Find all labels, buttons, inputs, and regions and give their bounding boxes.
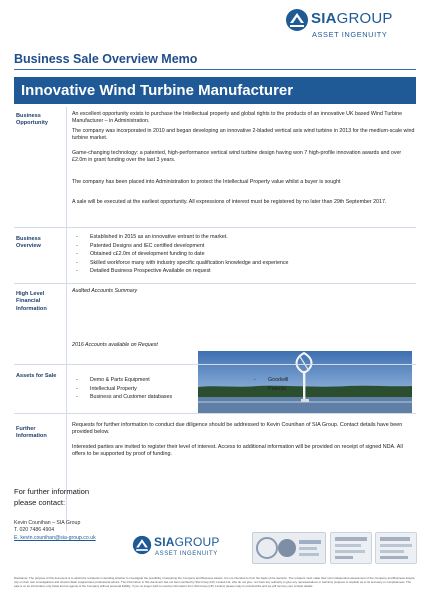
overview-bullet: - Established in 2015 as an innovative entrant to the market.	[76, 234, 228, 240]
overview-bullet-text: Skilled workforce many with industry specific qualification knowledge and experience	[90, 259, 289, 266]
sia-group-logo	[285, 6, 413, 50]
contact-block	[14, 520, 96, 542]
contact-name: Kevin Counihan – SIA Group	[14, 520, 81, 526]
assets-right-list	[254, 376, 288, 393]
assets-left-list	[76, 376, 172, 402]
banner	[14, 77, 416, 104]
brand-light: GROUP	[336, 10, 393, 27]
accounts-note: 2016 Accounts available on Request	[72, 342, 158, 348]
opportunity-paragraph-2: The company was incorporated in 2010 and began developing an innovative 2-bladed vertical axis wind turbine in 2013 for the medium-scale wind turbine market.	[72, 128, 415, 142]
overview-bullet-text: Patented Designs and IEC certified development	[90, 242, 205, 249]
contact-email-link[interactable]: E. kevin.counihan@sia-group.co.uk	[14, 534, 96, 541]
section-divider	[14, 364, 416, 365]
section-divider	[14, 227, 416, 228]
award-badge-icon	[330, 532, 372, 564]
assets-for-sale-label: Assets for Sale	[16, 373, 57, 379]
footer-sia-group-logo	[132, 533, 242, 569]
overview-bullet: - Detailed Business Prospective Available on request	[76, 268, 211, 275]
section-divider	[14, 413, 416, 414]
financial-information-label: High Level Financial Information	[16, 291, 47, 312]
brand-tagline: ASSET INGENUITY	[155, 551, 218, 557]
business-opportunity-label: Business Opportunity	[16, 113, 49, 127]
asset-item: - Business and Customer databases	[76, 394, 173, 401]
overview-bullet: - Obtained c£2.0m of development funding to date	[76, 251, 205, 258]
award-logo-icon	[331, 533, 371, 563]
further-info-line-1: For further information	[14, 487, 90, 496]
contact-phone: T. 020 7486 4904	[14, 527, 55, 534]
audited-accounts-summary: Audited Accounts Summary	[72, 288, 138, 294]
business-overview-label: Business Overview	[16, 236, 41, 250]
further-info-paragraph-2: Interested parties are invited to register their level of interest. Access to additional information will be provided on receipt of signed NDA. All offers to be supported by proof of funding.	[72, 444, 403, 458]
brand-light: GROUP	[174, 535, 220, 549]
asset-item-text: Goodwill	[268, 377, 289, 383]
memo-title: Business Sale Overview Memo	[14, 52, 198, 66]
asset-item: - Goodwill	[254, 377, 289, 383]
sia-logo-mark-icon	[285, 8, 309, 32]
award-logo-icon	[376, 533, 416, 563]
opportunity-paragraph-1: An excellent opportunity exists to purchase the Intellectual property and global rights to the products of an innovative UK based Wind Turbine Manufacturer – in Administration.	[72, 111, 403, 125]
opportunity-paragraph-4: The company has been placed into Administration to protect the Intellectual Property value whilst a buyer is sought	[72, 179, 341, 185]
section-divider	[14, 283, 416, 284]
overview-bullet-text: Established in 2015 as an innovative entrant to the market.	[90, 234, 228, 240]
brand-name	[154, 535, 220, 549]
wind-turbine-photo	[198, 351, 412, 413]
opportunity-paragraph-3: Game-changing technology: a patented, high-performance vertical wind turbine design having won 7 high-profile innovation awards and over £2.0m in grant funding over the last 3 years.	[72, 150, 402, 164]
overview-bullet: - Skilled workforce many with industry specific qualification knowledge and experience	[76, 259, 289, 266]
sia-logo-mark-icon	[132, 535, 152, 555]
opportunity-paragraph-5: A sale will be executed at the earliest opportunity. All expressions of interest must be registered by no later than 29th September 2017.	[72, 199, 387, 205]
brand-name	[311, 10, 393, 27]
overview-bullet-text: Detailed Business Prospective Available on request	[90, 268, 211, 275]
disclaimer-text: Disclaimer: The purpose of this document is to assist the recipients in deciding whether to investigate the possibility of acquiring the Company and Business Assets. It is not intended to form the basis of the decision. The recipient must make their own independent assessment of the Company and Business Assets, rely on their own investigations and should obtain independent professional advice. The information in this document has not been verified by SIA Group (UK) Limited Ltd, who do not give, nor have any authority to give any representations or warranty (express or implied) as to its accuracy or completeness. The sale is on an information only basis and as agents of the Company without personal liability. If you no longer wish to receive information from SIA Group (UK) Limited, please reply to unsubscribe and we will remove your contact details.	[14, 576, 416, 588]
award-badge-icon	[252, 532, 326, 564]
brand-bold: SIA	[311, 10, 337, 27]
asset-item-text: Business and Customer databases	[90, 394, 173, 401]
banner-title: Innovative Wind Turbine Manufacturer	[21, 82, 294, 99]
brand-bold: SIA	[154, 535, 175, 549]
asset-item-text: Demo & Parts Equipment	[90, 377, 150, 383]
asset-item: - Intellectual Property	[76, 385, 137, 392]
award-logo-icon	[253, 533, 325, 563]
overview-bullet-list	[76, 233, 288, 276]
award-badge-icon	[375, 532, 417, 564]
brand-tagline: ASSET INGENUITY	[312, 30, 388, 39]
title-divider	[14, 69, 416, 70]
further-info-paragraph-1: Requests for further information to conduct due diligence should be addressed to Kevin Counihan of SIA Group. Contact details have been provided below.	[72, 422, 403, 436]
asset-item-text: Patents	[268, 385, 286, 392]
overview-bullet-text: Obtained c£2.0m of development funding to date	[90, 251, 205, 258]
label-column-divider	[66, 107, 67, 531]
asset-item: - Patents	[254, 385, 286, 392]
asset-item-text: Intellectual Property	[90, 385, 137, 392]
further-info-line-2: please contact:	[14, 497, 66, 507]
asset-item: - Demo & Parts Equipment	[76, 377, 150, 383]
further-information-label: Further Information	[16, 426, 47, 440]
overview-bullet: - Patented Designs and IEC certified development	[76, 242, 205, 249]
further-info-callout	[14, 487, 89, 508]
